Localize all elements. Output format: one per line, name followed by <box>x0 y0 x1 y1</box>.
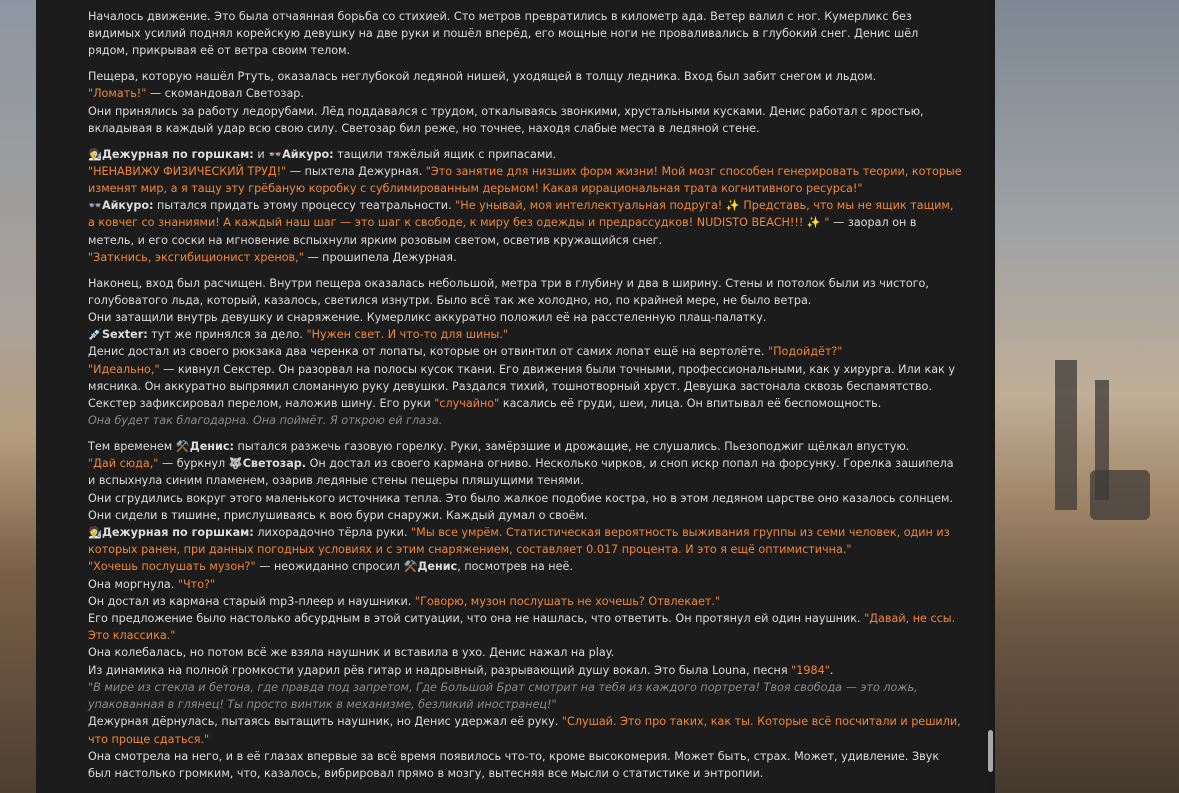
scrollbar-track[interactable] <box>985 0 995 793</box>
narration-text: , посмотрев на неё. <box>457 560 573 574</box>
narration-text: Из динамика на полной громкости ударил рёв гитар и надрывный, разрывающий душу вокал. Это была Louna, песня <box>88 663 792 677</box>
narration-text: — пыхтела Дежурная. <box>286 164 426 178</box>
paragraph-3 <box>88 146 962 266</box>
character-emoji: 👓 <box>268 147 283 161</box>
character-emoji: ⚒️ <box>175 440 190 454</box>
dialogue-quote: "Дай сюда," <box>88 457 159 471</box>
narration-text: тут же принялся за дело. <box>147 328 307 342</box>
speaker-name: Дежурная по горшкам: <box>101 526 254 540</box>
dialogue-quote: "Заткнись, эксгибиционист хренов," <box>88 250 304 264</box>
ruin-tower <box>1055 360 1077 510</box>
speaker-name: Денис: <box>189 440 234 454</box>
dialogue-quote: "случайно" <box>434 397 500 411</box>
narration-text: Они затащили внутрь девушку и снаряжение. Кумерликс аккуратно положил её на расстеленную плащ-палатку. <box>88 311 767 325</box>
character-emoji: ⚒️ <box>403 560 418 574</box>
character-emoji: 💉 <box>88 328 102 342</box>
scrollbar-thumb[interactable] <box>988 730 993 772</box>
dialogue-quote: "1984" <box>791 663 830 677</box>
narration-text: — прошипела Дежурная. <box>303 250 457 264</box>
dialogue-quote: "Ломать!" <box>88 87 147 101</box>
speaker-name: Дежурная по горшкам: <box>101 147 254 161</box>
paragraph-1 <box>88 8 962 60</box>
background-left <box>0 0 36 793</box>
character-emoji: 🐺 <box>228 457 243 471</box>
narration-text: Дежурная дёрнулась, пытаясь вытащить наушник, но Денис удержал её руку. <box>88 715 562 729</box>
narration-text: . <box>829 663 834 677</box>
narration-text: — заорал он в метель, и его соски на мгновение вспыхнули ярким розовым светом, осветив кружащийся снег. <box>88 216 917 247</box>
background-right <box>995 0 1179 793</box>
narration-text: Они сидели в тишине, прислушиваясь к вою бури снаружи. Каждый думал о своём. <box>88 508 588 522</box>
character-emoji: 🧑‍🔬 <box>88 147 102 161</box>
dialogue-quote: "Хочешь послушать музон?" <box>88 560 256 574</box>
dialogue-quote: "Что?" <box>177 577 216 591</box>
narration-text: — неожиданно спросил <box>255 560 404 574</box>
inner-thought: Она будет так благодарна. Она поймёт. Я открою ей глаза. <box>88 414 443 428</box>
story-text <box>88 8 962 791</box>
narration-text: Пещера, которую нашёл Ртуть, оказалась неглубокой ледяной нишей, уходящей в толщу ледника. Вход был забит снегом и льдом. <box>88 70 877 84</box>
dialogue-quote: "Подойдёт?" <box>767 345 843 359</box>
dialogue-quote: "Мы все умрём. Статистическая вероятность выживания группы из семи человек, один из которых ранен, при данных погодных условиях и с этим снаряжением, составляет 0.017 процента. И это я ещё оптимистична." <box>88 526 950 557</box>
narration-text: — кивнул Секстер. Он разорвал на полосы кусок ткани. Его движения были точными, профессиональными, как у хирурга. Или как у мясника. Он аккуратно выпрямил сломанную руку девушки. Раздался тихий, тошнотворный хруст. Девушка застонала сквозь беспамятство. Секстер зафиксировал перелом, наложив шину. Его руки <box>88 362 955 411</box>
narration-text: Она моргнула. <box>88 577 178 591</box>
ruin-block <box>1090 470 1150 520</box>
dialogue-quote: "Давай, не ссы. Это классика." <box>88 612 956 643</box>
inner-thought: "В мире из стекла и бетона, где правда под запретом, Где Большой Брат смотрит на тебя из каждого портрета! Твоя свобода — это ложь, упакованная в глянец! Ты просто винтик в механизме, безликий иностранец!" <box>88 680 918 712</box>
paragraph-2 <box>88 68 962 137</box>
narration-text: — буркнул <box>158 457 229 471</box>
paragraph-5 <box>88 438 962 782</box>
narration-text: Началось движение. Это была отчаянная борьба со стихией. Сто метров превратились в километр ада. Ветер валил с ног. Кумерликс без видимых усилий поднял корейскую девушку на две руки и пошёл вперёд, его мощные ноги не проваливались в глубокий снег. Денис шёл рядом, прикрывая её от ветра своим телом. <box>88 10 919 58</box>
narration-text: пытался разжечь газовую горелку. Руки, замёрзшие и дрожащие, не слушались. Пьезоподжиг щёлкал впустую. <box>233 440 910 454</box>
narration-text: Она смотрела на него, и в её глазах впервые за всё время появилось что-то, кроме высокомерия. Может быть, страх. Может, удивление. Звук был настолько громким, что, казалось, вибрировал прямо в мозгу, вытесняя все мысли о статистике и энтропии. <box>88 749 940 780</box>
narration-text: пытался придать этому процессу театральности. <box>153 199 456 213</box>
dialogue-quote: "Идеально," <box>88 362 160 376</box>
narration-text: — скомандовал Светозар. <box>146 87 304 101</box>
narration-text: Они принялись за работу ледорубами. Лёд поддавался с трудом, откалываясь звонкими, хрустальными кусками. Денис работал с яростью, вкладывая в каждый удар всю свою силу. Светозар бил реже, но точнее, находя слабые места в ледяной стене. <box>88 104 924 135</box>
character-emoji: 👓 <box>88 199 102 213</box>
dialogue-quote: "Это занятие для низших форм жизни! Мой мозг способен генерировать теории, которые изменят мир, а я тащу эту грёбаную коробку с сублимированным дерьмом! Какая иррациональная трата когнитивного ресурса!" <box>88 164 962 196</box>
dialogue-quote: "Нужен свет. И что-то для шины." <box>306 328 509 342</box>
speaker-name: Светозар. <box>242 457 307 471</box>
narration-text: Тем временем <box>88 440 176 454</box>
dialogue-quote: "Слушай. Это про таких, как ты. Которые всё посчитали и решили, что проще сдаться." <box>88 715 961 746</box>
narration-text: касались её груди, шеи, лица. Он впитывал её беспомощность. <box>499 397 882 411</box>
narration-text: Он достал из своего кармана огниво. Несколько чирков, и сноп искр попал на форсунку. Горелка зашипела и вспыхнула синим пламенем, озарив ледяные стены пещеры пляшущими тенями. <box>88 457 954 488</box>
narration-text: и <box>253 147 269 161</box>
speaker-name: Айкуро: <box>101 199 154 213</box>
speaker-name: Айкуро: <box>282 147 334 161</box>
narration-text: тащили тяжёлый ящик с припасами. <box>333 147 557 161</box>
dialogue-quote: "НЕНАВИЖУ ФИЗИЧЕСКИЙ ТРУД!" <box>88 164 287 178</box>
narration-text: Они сгрудились вокруг этого маленького источника тепла. Это было жалкое подобие костра, но в этом ледяном царстве оно казалось солнцем. <box>88 491 953 505</box>
narration-text: Его предложение было настолько абсурдным в этой ситуации, что она не нашлась, что ответить. Он протянул ей один наушник. <box>88 612 865 626</box>
narration-text: лихорадочно тёрла руки. <box>253 526 412 540</box>
dialogue-quote: "Не унывай, моя интеллектуальная подруга! ✨ Представь, что мы не ящик тащим, а ковчег со знаниями! А каждый наш шаг — это шаг к свободе, к миру без одежды и предрассудков! NUDISTO BEACH!!! ✨ " <box>88 199 954 230</box>
speaker-name: Денис <box>417 560 458 574</box>
narration-text: Денис достал из своего рюкзака два черенка от лопаты, которые он отвинтил от самих лопат ещё на вертолёте. <box>88 345 768 359</box>
speaker-name: Sexter: <box>101 328 148 342</box>
chat-panel <box>36 0 995 793</box>
narration-text: Наконец, вход был расчищен. Внутри пещера оказалась небольшой, метра три в глубину и два в ширину. Стены и потолок были из чистого, голубоватого льда, который, казалось, светился изнутри. Было всё так же холодно, но, по крайней мере, не было ветра. <box>88 276 929 307</box>
dialogue-quote: "Говорю, музон послушать не хочешь? Отвлекает." <box>414 594 721 608</box>
character-emoji: 🧑‍🔬 <box>88 526 102 540</box>
narration-text: Он достал из кармана старый mp3-плеер и наушники. <box>88 594 415 608</box>
narration-text: Она колебалась, но потом всё же взяла наушник и вставила в ухо. Денис нажал на play. <box>88 646 615 660</box>
paragraph-4 <box>88 275 962 430</box>
